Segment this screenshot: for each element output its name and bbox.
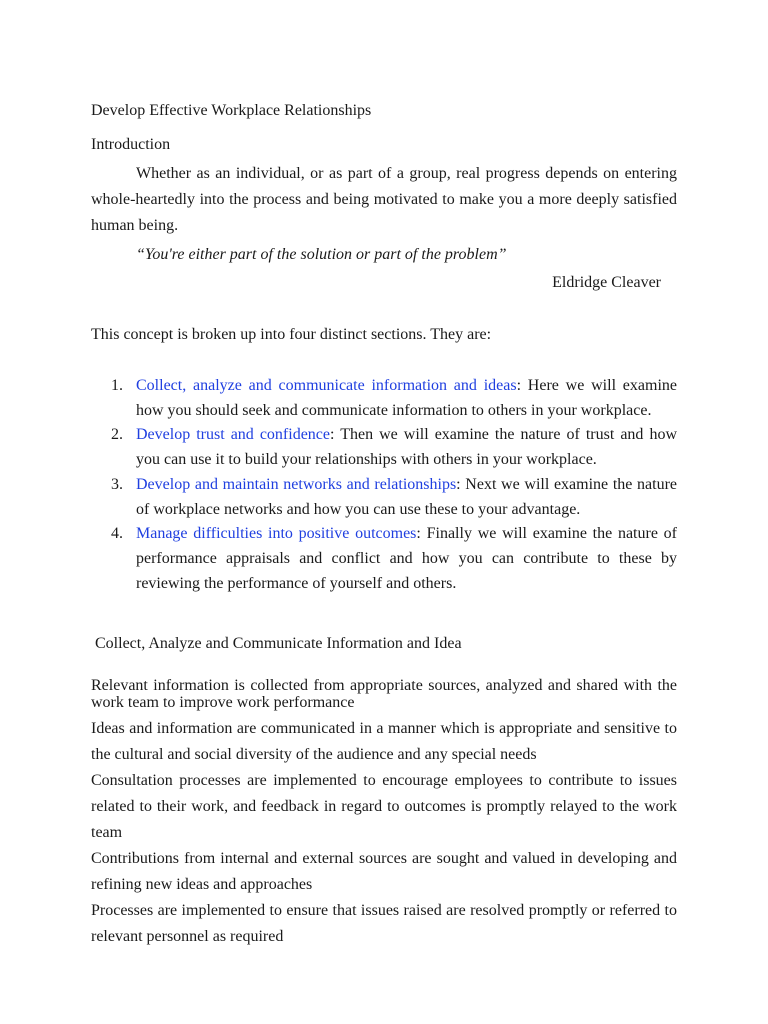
section-link-difficulties[interactable]: Manage difficulties into positive outcomes [136, 525, 417, 543]
list-item-text: : Then we will examine the nature of trust and how you can use it to build your relationships with others in your workplace. [136, 426, 677, 469]
section-link-networks[interactable]: Develop and maintain networks and relationships [136, 475, 457, 493]
quote-author: Eldridge Cleaver [552, 274, 661, 291]
criteria-paragraph: Processes are implemented to ensure that issues raised are resolved promptly or referred to relevant personnel as required [91, 902, 677, 945]
list-number: 1. [111, 377, 123, 394]
list-number: 2. [111, 426, 123, 444]
criteria-paragraph: Consultation processes are implemented to encourage employees to contribute to issues related to their work, and feedback in regard to outcomes is promptly relayed to the work team [91, 772, 677, 841]
introduction-paragraph: Whether as an individual, or as part of a group, real progress depends on entering whole-heartedly into the process and being motivated to make you a more deeply satisfied human being. [91, 165, 677, 234]
list-item-text: : Here we will examine how you should seek and communicate information to others in your workplace. [136, 377, 677, 419]
document-page [91, 0, 677, 1024]
list-item [91, 522, 677, 596]
introduction-heading: Introduction [91, 136, 171, 153]
list-item [91, 473, 677, 522]
sections-list [91, 374, 677, 596]
criteria-paragraph: Contributions from internal and external sources are sought and valued in developing and refining new ideas and approaches [91, 850, 677, 893]
concept-intro: This concept is broken up into four distinct sections. They are: [91, 326, 492, 343]
section-link-trust-confidence[interactable]: Develop trust and confidence [136, 426, 331, 444]
list-number: 4. [111, 525, 123, 543]
section-link-collect-analyze[interactable]: Collect, analyze and communicate information and ideas [136, 377, 517, 394]
criteria-paragraph: Relevant information is collected from appropriate sources, analyzed and shared with the work team to improve work performance [91, 677, 677, 711]
criteria-paragraph: Ideas and information are communicated in a manner which is appropriate and sensitive to the cultural and social diversity of the audience and any special needs [91, 720, 677, 763]
list-item-text: : Finally we will examine the nature of performance appraisals and conflict and how you can contribute to these by reviewing the performance of yourself and others. [136, 525, 678, 592]
quote: “You're either part of the solution or part of the problem” [136, 246, 507, 263]
list-item [91, 374, 677, 423]
document-title: Develop Effective Workplace Relationships [91, 102, 372, 119]
list-item [91, 423, 677, 472]
list-number: 3. [111, 475, 123, 493]
section-heading: Collect, Analyze and Communicate Information and Idea [95, 635, 462, 652]
list-item-text: : Next we will examine the nature of workplace networks and how you can use these to your advantage. [136, 475, 678, 518]
criteria-list [91, 677, 677, 950]
